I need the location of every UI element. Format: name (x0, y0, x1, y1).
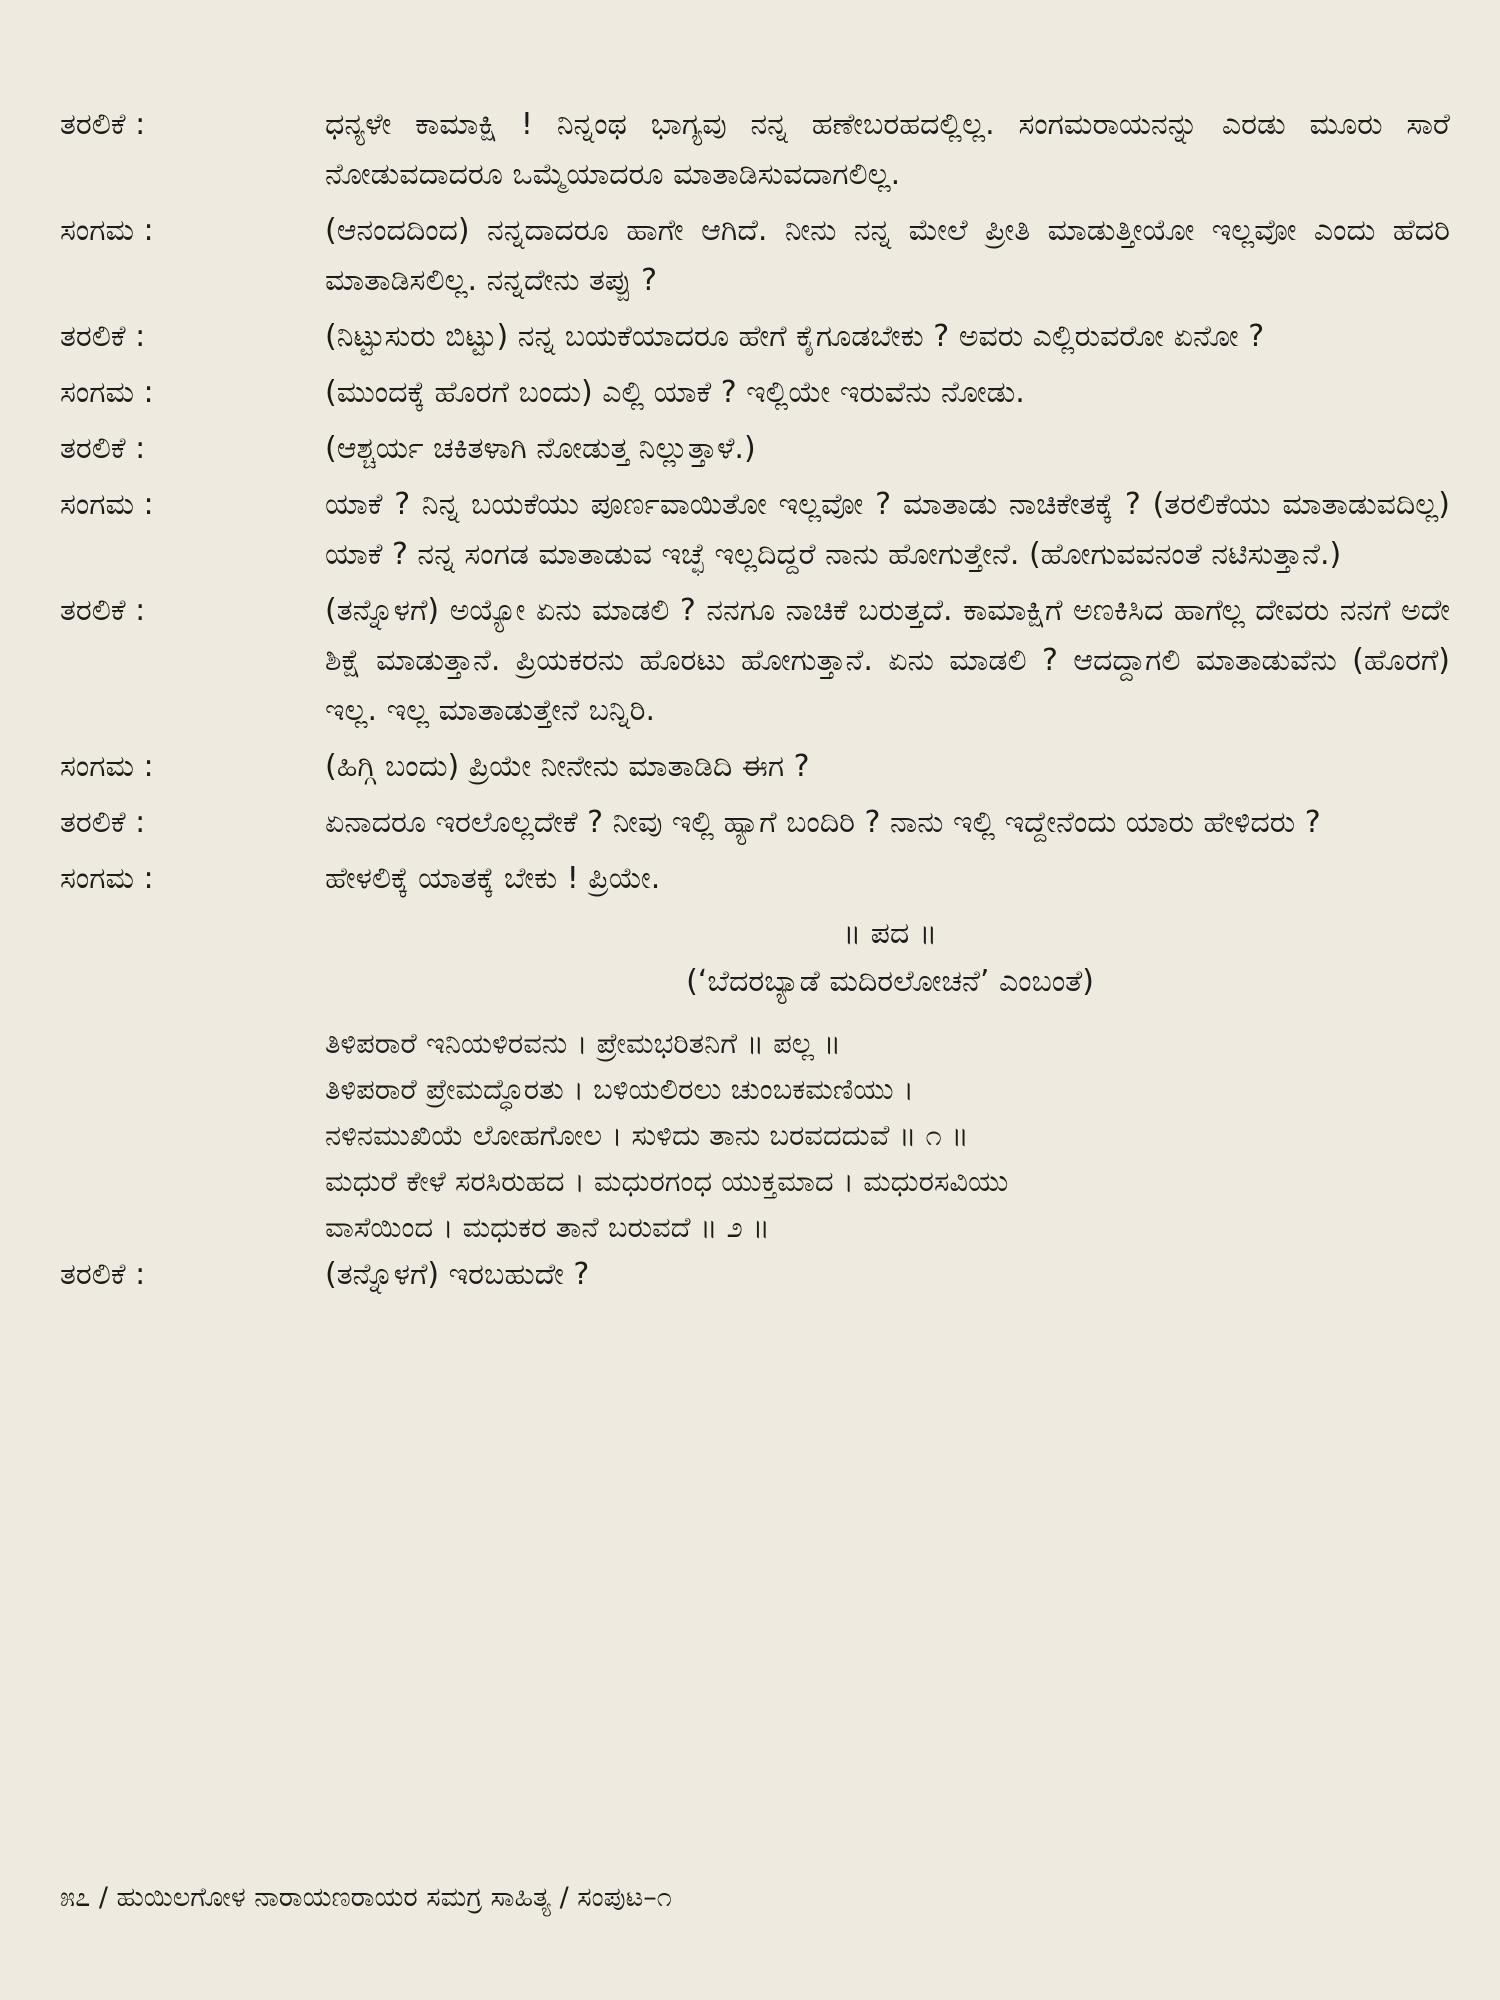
song-line: ವಾಸೆಯಿಂದ । ಮಧುಕರ ತಾನೆ ಬರುವದೆ ॥ ೨ ॥ (325, 1210, 770, 1244)
dialogue-text: (ತನ್ನೊಳಗೆ) ಇರಬಹುದೇ ? (325, 1257, 590, 1292)
speaker-name: ತರಲಿಕೆ : (60, 107, 146, 142)
dialogue-line (60, 586, 1460, 736)
dialogue-line (60, 742, 1460, 792)
song-verse (325, 1020, 1460, 1250)
speaker-name: ಸಂಗಮ : (60, 487, 154, 522)
page-body (60, 100, 1460, 1306)
song-tune: (‘ಬೆದರಬ್ಯಾಡೆ ಮದಿರಲೋಚನೆ’ ಎಂಬಂತೆ) (686, 964, 1094, 999)
dialogue-line (60, 1250, 1460, 1300)
page-footer: ೫೭ / ಹುಯಿಲಗೋಳ ನಾರಾಯಣರಾಯರ ಸಮಗ್ರ ಸಾಹಿತ್ಯ / ಸಂಪುಟ–೧ (60, 1882, 672, 1913)
dialogue-line (60, 206, 1460, 306)
speaker-name: ತರಲಿಕೆ : (60, 431, 146, 466)
dialogue-text: ಹೇಳಲಿಕ್ಕೆ ಯಾತಕ್ಕೆ ಬೇಕು ! ಪ್ರಿಯೇ. (325, 861, 661, 896)
dialogue-text: (ನಿಟ್ಟುಸುರು ಬಿಟ್ಟು) ನನ್ನ ಬಯಕೆಯಾದರೂ ಹೇಗೆ ಕೈಗೂಡಬೇಕು ? ಅವರು ಎಲ್ಲಿರುವರೋ ಏನೋ ? (325, 319, 1265, 354)
speaker-name: ತರಲಿಕೆ : (60, 805, 146, 840)
speaker-name: ತರಲಿಕೆ : (60, 593, 146, 628)
dialogue-text: (ಆಶ್ಚರ್ಯ ಚಕಿತಳಾಗಿ ನೋಡುತ್ತ ನಿಲ್ಲುತ್ತಾಳೆ.) (325, 431, 756, 466)
dialogue-line (60, 100, 1460, 200)
speaker-name: ಸಂಗಮ : (60, 749, 154, 784)
song-line: ಮಧುರೆ ಕೇಳೆ ಸರಸಿರುಹದ । ಮಧುರಗಂಧ ಯುಕ್ತಮಾದ । ಮಧುರಸವಿಯು (325, 1164, 1009, 1198)
dialogue-line (60, 368, 1460, 418)
song-heading: ॥ ಪದ ॥ (842, 916, 938, 951)
dialogue-line (60, 798, 1460, 848)
speaker-name: ಸಂಗಮ : (60, 861, 154, 896)
dialogue-line (60, 480, 1460, 580)
dialogue-line (60, 854, 1460, 904)
dialogue-text: (ಹಿಗ್ಗಿ ಬಂದು) ಪ್ರಿಯೇ ನೀನೇನು ಮಾತಾಡಿದಿ ಈಗ ? (325, 749, 810, 784)
dialogue-line (60, 312, 1460, 362)
dialogue-line (60, 424, 1460, 474)
song-line: ತಿಳಿಪರಾರೆ ಇನಿಯಳಿರವನು । ಪ್ರೇಮಭರಿತನಿಗೆ ॥ ಪಲ್ಲ ॥ (325, 1026, 841, 1060)
dialogue-text: ಯಾಕೆ ? ನಿನ್ನ ಬಯಕೆಯು ಪೂರ್ಣವಾಯಿತೋ ಇಲ್ಲವೋ ? ಮಾತಾಡು ನಾಚಿಕೇತಕ್ಕೆ ? (ತರಲಿಕೆಯು ಮಾತಾಡುವದಿಲ್ಲ) ಯಾಕೆ ? ನನ್ನ ಸಂಗಡ ಮಾತಾಡುವ ಇಚ್ಛೆ ಇಲ್ಲದಿದ್ದರೆ ನಾನು ಹೋಗುತ್ತೇನೆ. (ಹೋಗುವವನಂತೆ ನಟಿಸುತ್ತಾನೆ.) (325, 487, 1450, 572)
dialogue-text: (ಆನಂದದಿಂದ) ನನ್ನದಾದರೂ ಹಾಗೇ ಆಗಿದೆ. ನೀನು ನನ್ನ ಮೇಲೆ ಪ್ರೀತಿ ಮಾಡುತ್ತೀಯೋ ಇಲ್ಲವೋ ಎಂದು ಹೆದರಿ ಮಾತಾಡಿಸಲಿಲ್ಲ. ನನ್ನದೇನು ತಪ್ಪು ? (325, 213, 1450, 298)
dialogue-text: ಏನಾದರೂ ಇರಲೊಲ್ಲದೇಕೆ ? ನೀವು ಇಲ್ಲಿ ಹ್ಯಾಗೆ ಬಂದಿರಿ ? ನಾನು ಇಲ್ಲಿ ಇದ್ದೇನೆಂದು ಯಾರು ಹೇಳಿದರು ? (325, 805, 1321, 840)
song-line: ತಿಳಿಪರಾರೆ ಪ್ರೇಮದ್ಧೊರತು । ಬಳಿಯಲಿರಲು ಚುಂಬಕಮಣಿಯು । (325, 1072, 914, 1106)
song-line: ನಳಿನಮುಖಿಯೆ ಲೋಹಗೋಲ । ಸುಳಿದು ತಾನು ಬರವದದುವೆ ॥ ೧ ॥ (325, 1118, 969, 1152)
speaker-name: ತರಲಿಕೆ : (60, 1257, 146, 1292)
dialogue-text: ಧನ್ಯಳೇ ಕಾಮಾಕ್ಷಿ ! ನಿನ್ನಂಥ ಭಾಗ್ಯವು ನನ್ನ ಹಣೇಬರಹದಲ್ಲಿಲ್ಲ. ಸಂಗಮರಾಯನನ್ನು ಎರಡು ಮೂರು ಸಾರೆ ನೋಡುವದಾದರೂ ಒಮ್ಮೆಯಾದರೂ ಮಾತಾಡಿಸುವದಾಗಲಿಲ್ಲ. (325, 107, 1450, 192)
speaker-name: ಸಂಗಮ : (60, 213, 154, 248)
speaker-name: ಸಂಗಮ : (60, 375, 154, 410)
dialogue-text: (ಮುಂದಕ್ಕೆ ಹೊರಗೆ ಬಂದು) ಎಲ್ಲಿ ಯಾಕೆ ? ಇಲ್ಲಿಯೇ ಇರುವೆನು ನೋಡು. (325, 375, 1025, 410)
dialogue-text: (ತನ್ನೊಳಗೆ) ಅಯ್ಯೋ ಏನು ಮಾಡಲಿ ? ನನಗೂ ನಾಚಿಕೆ ಬರುತ್ತದೆ. ಕಾಮಾಕ್ಷಿಗೆ ಅಣಕಿಸಿದ ಹಾಗೆಲ್ಲ ದೇವರು ನನಗೆ ಅದೇ ಶಿಕ್ಷೆ ಮಾಡುತ್ತಾನೆ. ಪ್ರಿಯಕರನು ಹೊರಟು ಹೋಗುತ್ತಾನೆ. ಏನು ಮಾಡಲಿ ? ಆದದ್ದಾಗಲಿ ಮಾತಾಡುವೆನು (ಹೊರಗೆ) ಇಲ್ಲ. ಇಲ್ಲ ಮಾತಾಡುತ್ತೇನೆ ಬನ್ನಿರಿ. (325, 593, 1450, 728)
speaker-name: ತರಲಿಕೆ : (60, 319, 146, 354)
